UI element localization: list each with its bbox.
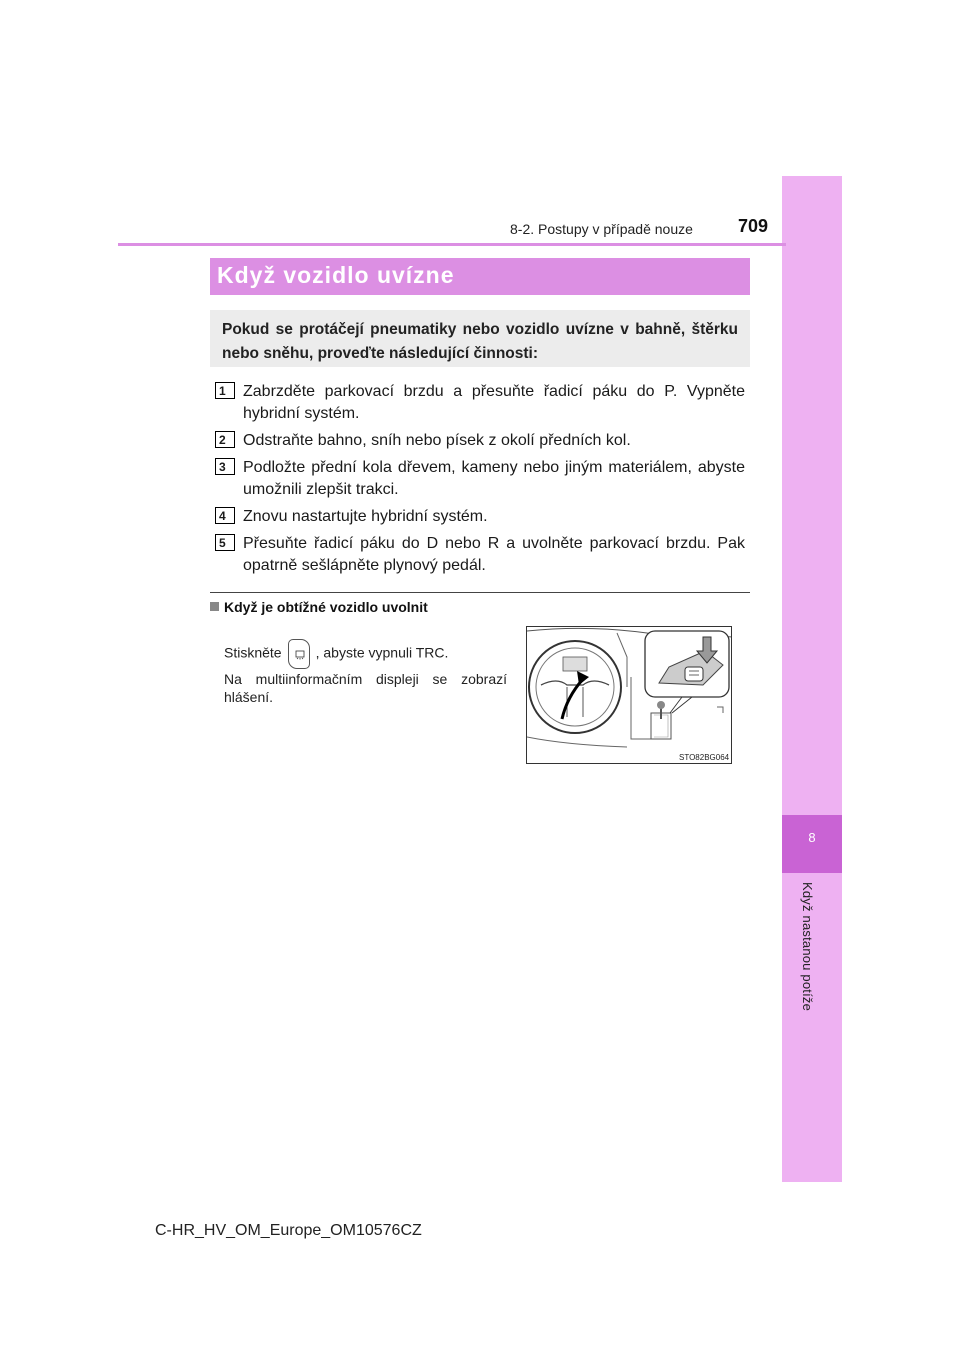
chapter-number: 8 (808, 830, 816, 845)
step-text: Podložte přední kola dřevem, kameny nebo jiným materiálem, abyste umožnili zlepšit trakci. (243, 459, 745, 498)
footer-doc-id: C-HR_HV_OM_Europe_OM10576CZ (155, 1222, 422, 1239)
figure-code: STO82BG064 (679, 753, 730, 762)
step-number: 2 (215, 431, 235, 448)
step-text: Zabrzděte parkovací brzdu a přesuňte řadicí páku do P. Vypněte hybridní systém. (243, 383, 745, 422)
step-number: 1 (215, 382, 235, 399)
section-header: 8-2. Postupy v případě nouze (510, 221, 693, 237)
press-before-text: Stiskněte (224, 644, 282, 661)
steering-wheel-illustration (527, 627, 732, 764)
step-item (215, 533, 745, 577)
section-divider (210, 592, 750, 593)
chapter-title: Když nastanou potíže (800, 882, 815, 1012)
page-number: 709 (738, 216, 769, 236)
subsection-title-text: Když je obtížné vozidlo uvolnit (224, 599, 428, 615)
trc-off-button-icon (288, 639, 310, 669)
subsection-title (210, 599, 428, 615)
display-note: Na multiinformačním displeji se zobrazí hlášení. (224, 671, 507, 705)
step-number: 3 (215, 458, 235, 475)
press-instruction (224, 639, 448, 669)
step-number: 4 (215, 507, 235, 524)
step-item (215, 457, 745, 501)
step-number: 5 (215, 534, 235, 551)
step-text: Přesuňte řadicí páku do D nebo R a uvolněte parkovací brzdu. Pak opatrně sešlápněte plynový pedál. (243, 535, 745, 574)
square-bullet-icon (210, 602, 219, 611)
header-rule (118, 243, 786, 246)
step-text: Odstraňte bahno, sníh nebo písek z okolí předních kol. (243, 432, 631, 449)
step-item (215, 430, 745, 452)
step-item (215, 506, 745, 528)
page-title: Když vozidlo uvízne (210, 258, 750, 295)
step-text: Znovu nastartujte hybridní systém. (243, 508, 488, 525)
steps-list (215, 381, 745, 582)
step-item (215, 381, 745, 425)
dashboard-illustration (526, 626, 732, 764)
press-after-text: , abyste vypnuli TRC. (315, 644, 449, 661)
side-tab (782, 176, 842, 1182)
intro-box: Pokud se protáčejí pneumatiky nebo vozidlo uvízne v bahně, štěrku nebo sněhu, proveďte následující činnosti: (210, 310, 750, 367)
